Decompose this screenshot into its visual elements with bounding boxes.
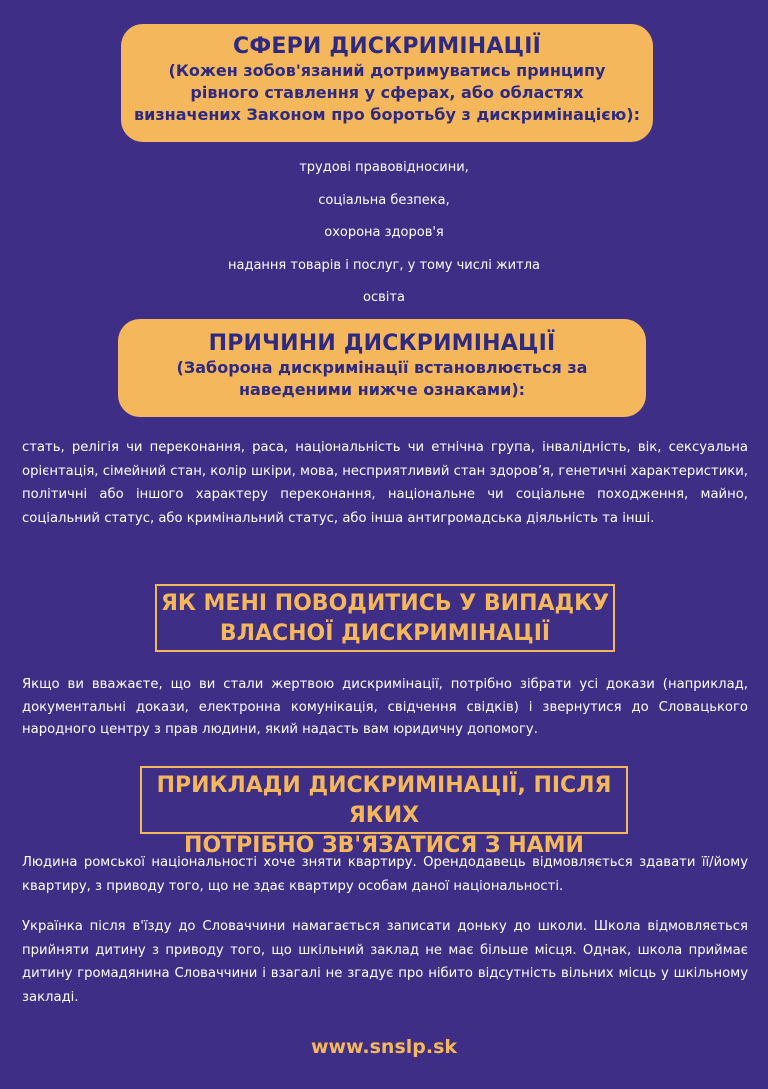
example-paragraph-2: Українка після в'їзду до Словаччини намагається записати доньку до школи. Школа відмовляється прийняти дитину з приводу того, що шкільний заклад не має більше місця. Однак, школа приймає дитину громадянина Словаччини і взагалі не згадує про нібито відсутність вільних місць у шкільному закладі. [22, 919, 748, 1005]
spheres-subtitle-line: рівного ставлення у сферах, або областях [190, 83, 584, 102]
spheres-header-box [121, 24, 653, 142]
spheres-title: СФЕРИ ДИСКРИМІНАЦІЇ [233, 34, 541, 59]
examples-title-line: ПОТРІБНО ЗВ'ЯЗАТИСЯ З НАМИ [184, 833, 584, 858]
examples-title-line: ПРИКЛАДИ ДИСКРИМІНАЦІЇ, ПІСЛЯ ЯКИХ [156, 773, 612, 828]
spheres-subtitle-line: визначених Законом про боротьбу з дискримінацією): [134, 105, 640, 124]
reasons-subtitle-line: (Заборона дискримінації встановлюється за [176, 358, 588, 377]
howto-title-line: ЯК МЕНІ ПОВОДИТИСЬ У ВИПАДКУ [160, 591, 610, 616]
howto-title-line: ВЛАСНОЇ ДИСКРИМІНАЦІЇ [219, 621, 551, 646]
howto-paragraph: Якщо ви вважаєте, що ви стали жертвою дискримінації, потрібно зібрати усі докази (наприклад, документальні докази, електронна комунікація, свідчення свідків) і звернутися до Словацького народного центру з прав людини, який надасть вам юридичну допомогу. [22, 677, 748, 737]
examples-header-box [140, 766, 628, 858]
sphere-item: трудові правовідносини, [299, 160, 469, 175]
example-paragraph-1: Людина ромської національності хоче зняти квартиру. Орендодавець відмовляється здавати її/йому квартиру, з приводу того, що не здає квартиру особам даної національності. [22, 855, 748, 894]
sphere-item: надання товарів і послуг, у тому числі житла [228, 257, 540, 273]
sphere-item: освіта [363, 290, 405, 305]
sphere-item: соціальна безпека, [318, 192, 450, 208]
spheres-subtitle-line: (Кожен зобов'язаний дотримуватись принципу [168, 61, 606, 80]
sphere-item: охорона здоров'я [324, 225, 444, 240]
reasons-title: ПРИЧИНИ ДИСКРИМІНАЦІЇ [208, 331, 556, 356]
website-link[interactable]: www.snslp.sk [310, 1036, 458, 1058]
howto-header-box [155, 584, 615, 652]
reasons-paragraph: стать, релігія чи переконання, раса, національність чи етнічна група, інвалідність, вік, сексуальна орієнтація, сімейний стан, колір шкіри, мова, несприятливий стан здоров’я, генетичні характеристики, політичні або іншого характеру переконання, національне чи соціальне походження, майно, соціальний статус, або кримінальний статус, або інша антигромадська діяльність та інші. [22, 440, 748, 526]
reasons-subtitle-line: наведеними нижче ознаками): [238, 380, 526, 399]
spheres-list [0, 158, 768, 321]
reasons-header-box [118, 319, 646, 417]
